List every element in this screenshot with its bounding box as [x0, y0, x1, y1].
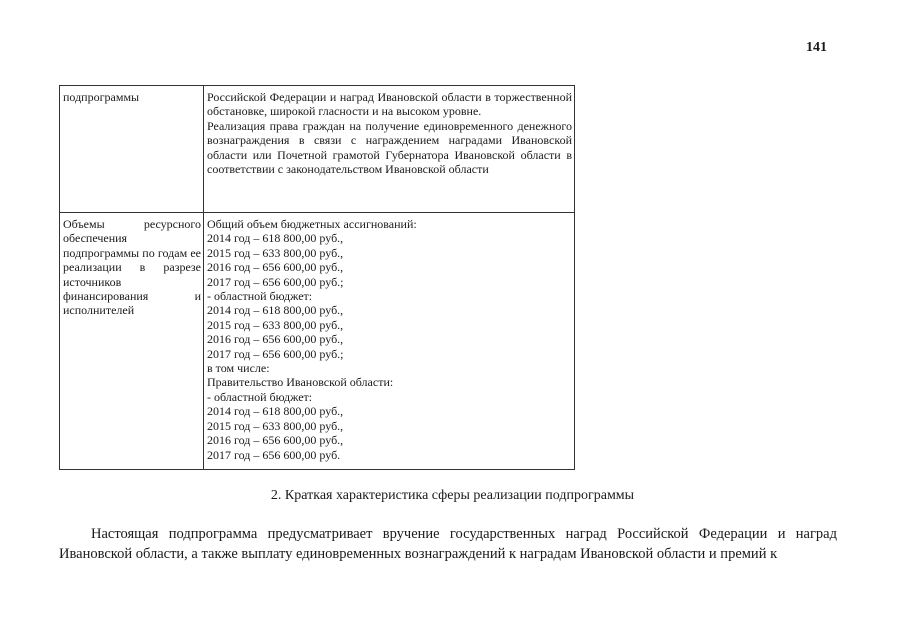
funding-line: Правительство Ивановской области:: [207, 375, 394, 390]
goals-paragraph-1: Российской Федерации и наград Ивановской области в торжественной обстановке, широкой гласности и на высоком уровне.: [207, 90, 572, 119]
row-content-funding: [204, 213, 575, 470]
section-paragraph: Настоящая подпрограмма предусматривает вручение государственных наград Российской Федерации и наград Ивановской области, а также выплату единовременных вознаграждений к наградам Ивановской области и премий к: [59, 526, 837, 562]
goals-paragraph-2: Реализация права граждан на получение единовременного денежного вознаграждения в связи с награждением наградами Ивановской области или Почетной грамотой Губернатора Ивановской области в соответствии с законодательством Ивановской области: [207, 118, 572, 177]
section-title: 2. Краткая характеристика сферы реализации подпрограммы: [270, 488, 635, 503]
funding-line: 2017 год – 656 600,00 руб.: [207, 447, 341, 462]
funding-line: в том числе:: [207, 361, 270, 376]
funding-line: 2014 год – 618 800,00 руб.,: [207, 303, 344, 318]
funding-line: 2014 год – 618 800,00 руб.,: [207, 404, 344, 419]
funding-line: Общий объем бюджетных ассигнований:: [207, 217, 417, 231]
funding-line: 2015 год – 633 800,00 руб.,: [207, 418, 344, 433]
row-label-resources: Объемы ресурсного обеспечения подпрограммы по годам ее реализации в разрезе источников финансирования и исполнителей: [60, 213, 204, 470]
funding-line: 2017 год – 656 600,00 руб.;: [207, 346, 344, 361]
table-row: [60, 213, 575, 470]
subprogram-passport-table: [59, 85, 575, 470]
funding-line: 2016 год – 656 600,00 руб.,: [207, 433, 344, 448]
row-label-subprogram: подпрограммы: [60, 86, 204, 213]
funding-line: - областной бюджет:: [207, 389, 313, 404]
funding-line: - областной бюджет:: [207, 289, 313, 304]
table-row: [60, 86, 575, 213]
funding-line: 2014 год – 618 800,00 руб.,: [207, 231, 344, 246]
funding-line: 2016 год – 656 600,00 руб.,: [207, 332, 344, 347]
funding-line: 2015 год – 633 800,00 руб.,: [207, 317, 344, 332]
page-number: 141: [806, 40, 827, 55]
row-content-goals: [204, 86, 575, 213]
funding-line: 2017 год – 656 600,00 руб.;: [207, 274, 344, 289]
funding-line: 2015 год – 633 800,00 руб.,: [207, 245, 344, 260]
funding-line: 2016 год – 656 600,00 руб.,: [207, 260, 344, 275]
